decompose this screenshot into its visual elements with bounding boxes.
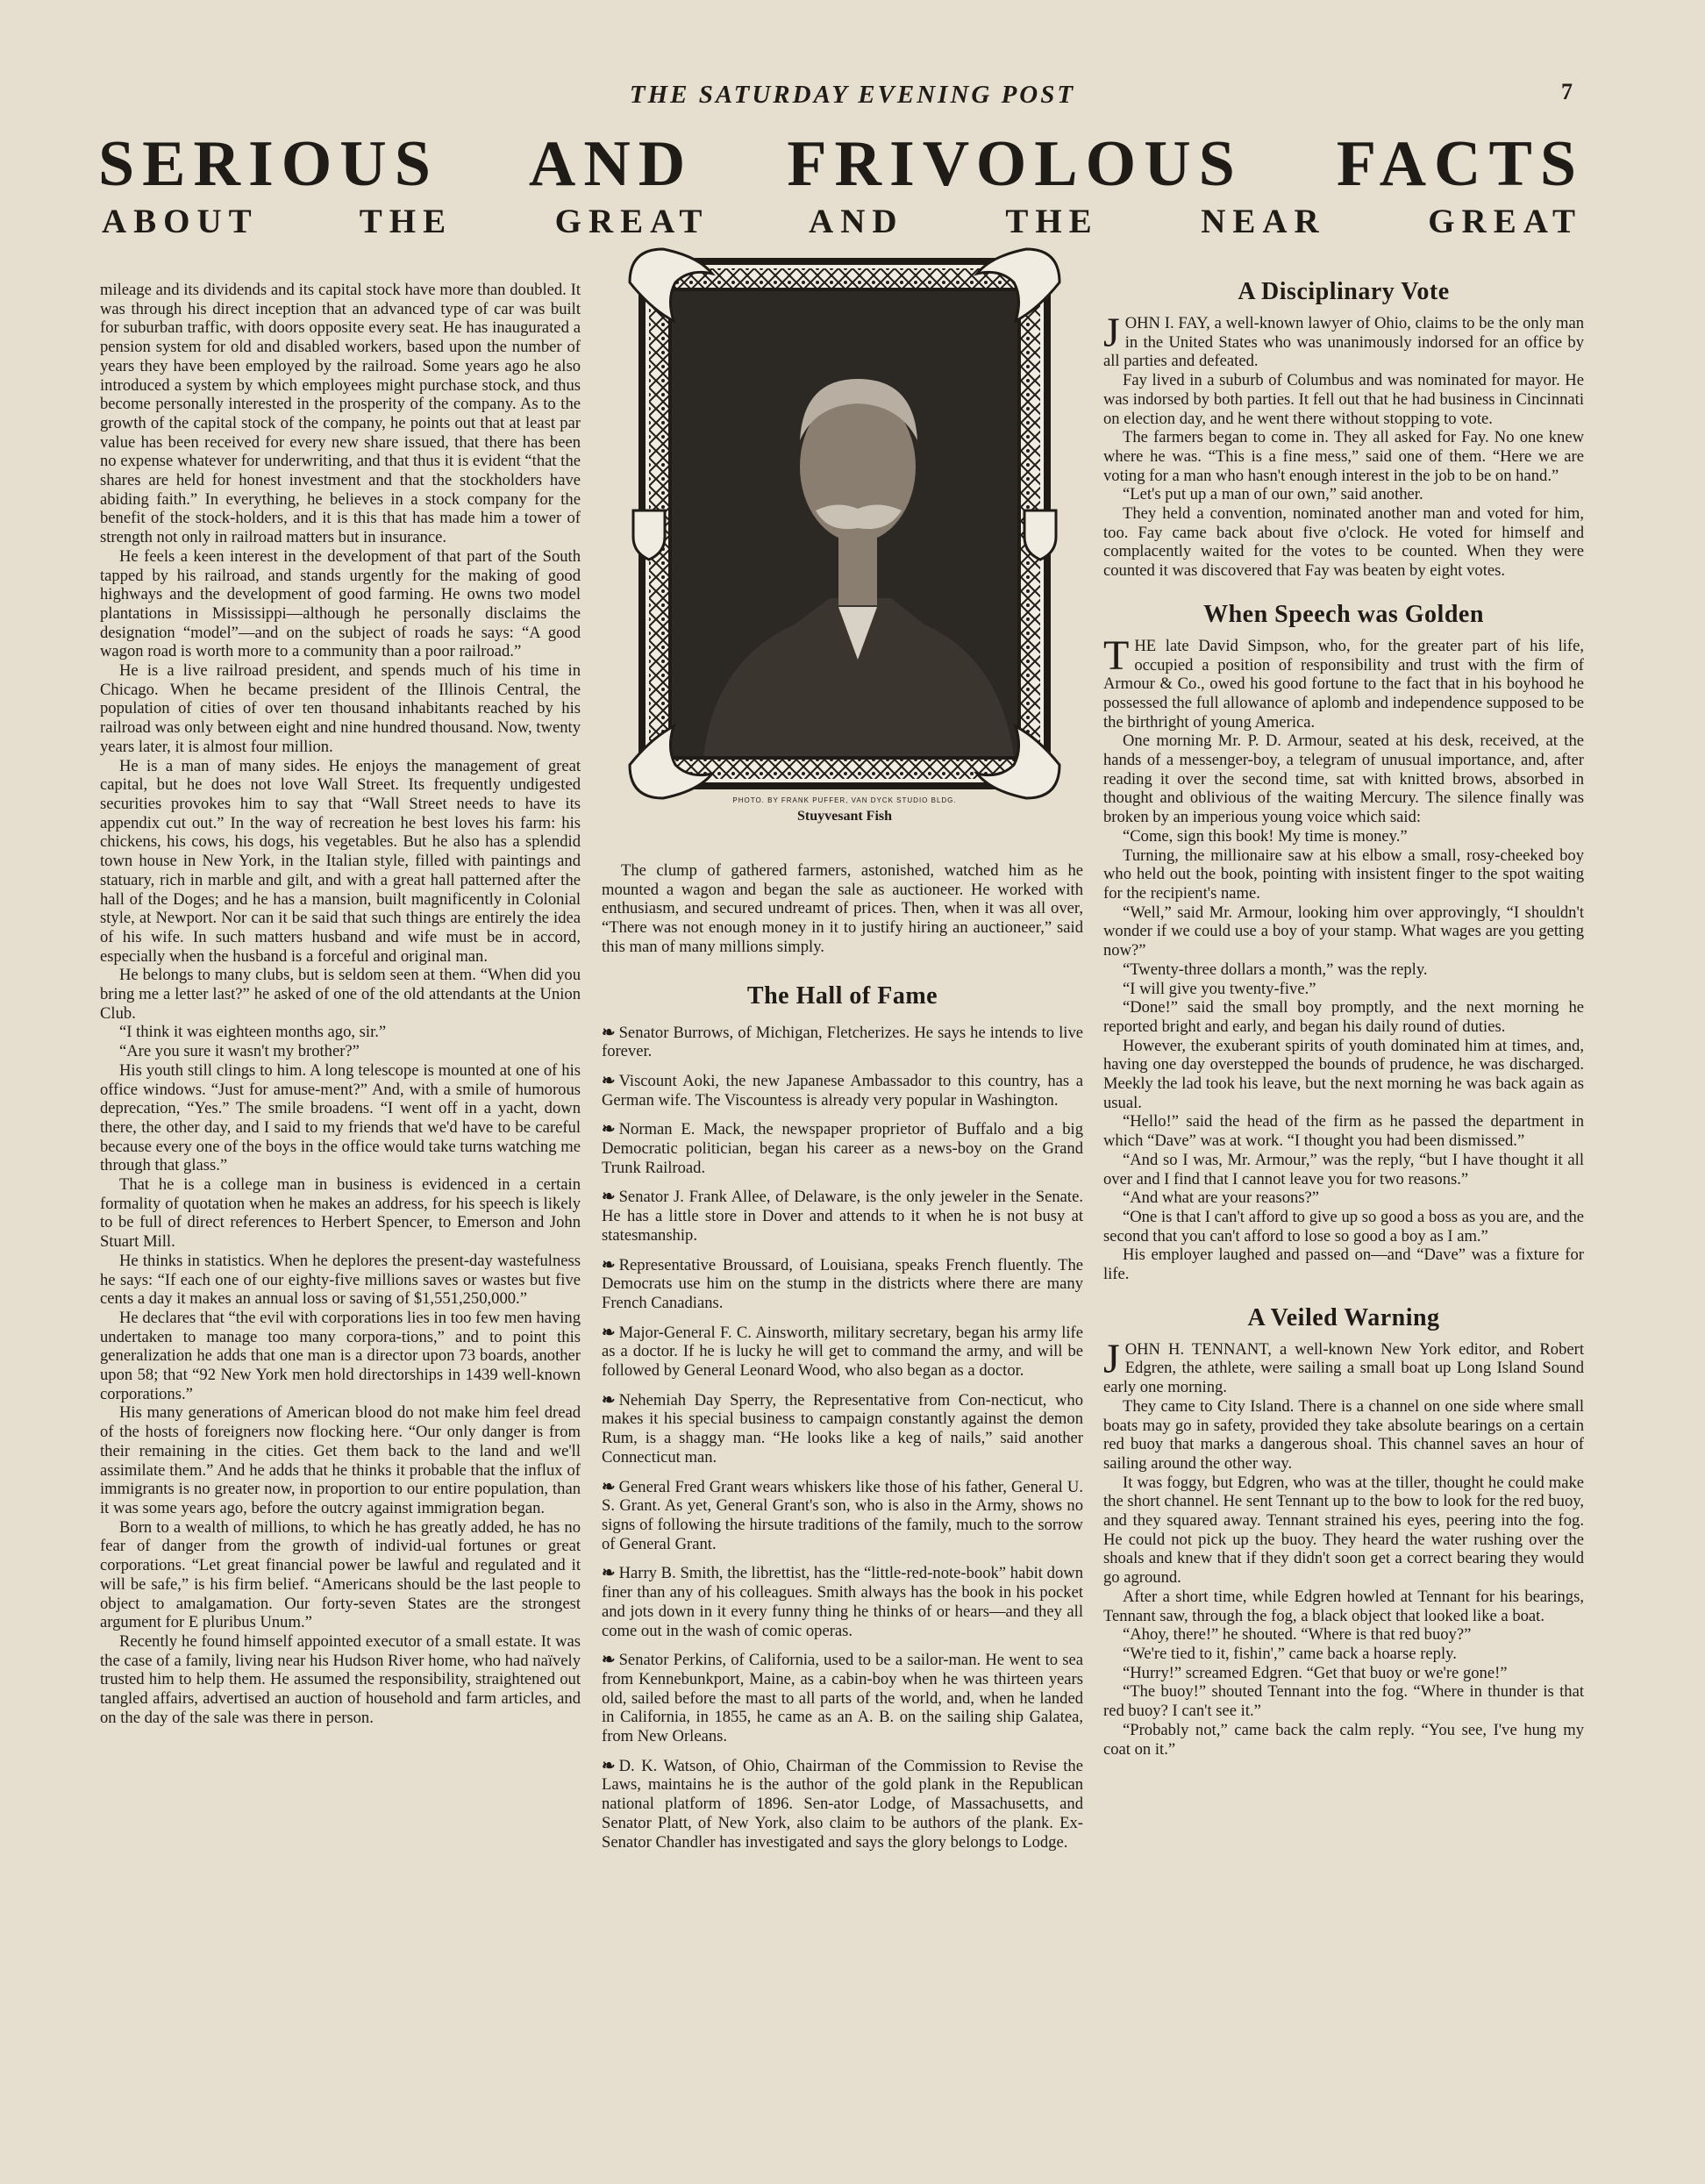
paragraph: Born to a wealth of millions, to which he has greatly added, he has no fear of danger from the growth of individ-ual fortunes or great corporations. “Let great financial power be lawful and regulated and it will be safe,” is his firm belief. “Americans should be the last people to object to amalgamation. Our forty-seven States are the strongest argument for E pluribus Unum.”	[100, 1517, 581, 1632]
pilcrow-icon: ❧	[602, 1477, 616, 1496]
paragraph: It was foggy, but Edgren, who was at the tiller, thought he could make the short channel. He sent Tennant up to the bow to look for the red buoy, and they squared away. Tennant strained his eyes, peering into the fog. He could not pick up the buoy. They heard the water rushing over the shoals and knew that if they didn't soon get a correct bearing they would go aground.	[1103, 1473, 1584, 1588]
headline: SERIOUS AND FRIVOLOUS FACTS	[98, 128, 1584, 200]
paragraph: One morning Mr. P. D. Armour, seated at his desk, received, at the hands of a messenger-boy, a telegram of unusual importance, and, after reading it over the second time, sat with knitted brows, absorbed in thought and oblivious of the waiting Mercury. The silence finally was broken by an imperious young voice which said:	[1103, 732, 1584, 827]
column-2	[602, 861, 1083, 1862]
dropcap: T	[1103, 632, 1130, 679]
paragraph: JOHN I. FAY, a well-known lawyer of Ohio, claims to be the only man in the United States who was unanimously indorsed for an office by all parties and defeated.	[1103, 310, 1584, 371]
paragraph: mileage and its dividends and its capital stock have more than doubled. It was through his direct inception that an advanced type of car was built for suburban traffic, with doors opposite every seat. He has inaugurated a pension system for old and disabled workers, based upon the number of years they have been employed by the railroad. Some years ago he also introduced a system by which employees might purchase stock, and thus become personally interested in the prosperity of the company. As to the growth of the capital stock of the company, he points out that at least par value has been received for every new share issued, that there has been no expense whatever for underwriting, and that thus it is evident “that the shares are held for honest investment and that the stockholders have abiding faith.” In everything, he believes in a stock company for the benefit of the stock-holders, and it is this that has made him a tower of strength not only in railroad matters but in insurance.	[100, 281, 581, 547]
page-number: 7	[1561, 79, 1573, 104]
paragraph: “Let's put up a man of our own,” said another.	[1123, 485, 1423, 504]
pilcrow-icon: ❧	[602, 1071, 616, 1090]
paragraph: They came to City Island. There is a channel on one side where small boats may go in safety, provided they take absolute bearings on a certain red buoy that marks a dangerous shoal. This channel saves an hour of sailing around the other way.	[1103, 1396, 1584, 1473]
portrait-caption: Stuyvesant Fish	[796, 809, 893, 824]
portrait-frame	[628, 247, 1061, 835]
paragraph: Fay lived in a suburb of Columbus and was nominated for mayor. He was indorsed by both parties. It fell out that he had business in Cincinnati on election day, and he went there without stopping to vote.	[1103, 371, 1584, 428]
paragraph: The clump of gathered farmers, astonished, watched him as he mounted a wagon and began the sale as auctioneer. He worked with enthusiasm, and secured undreamt of prices. Then, when it was all over, “There was not enough money in it to justify hiring an auctioneer,” said this man of many millions simply.	[602, 861, 1083, 956]
paragraph: They held a convention, nominated another man and voted for him, too. Fay came back about five o'clock. He voted for himself and complacently waited for the votes to be counted. When they were counted it was discovered that Fay was beaten by eight votes.	[1103, 504, 1584, 581]
paragraph: His employer laughed and passed on—and “Dave” was a fixture for life.	[1103, 1245, 1584, 1284]
paragraph: His many generations of American blood do not make him feel dread of the hosts of foreigners now flocking here. “Our only danger is from their remaining in the cities. Get them back to the land and we'll assimilate them.” And he adds that he thinks it probable that the influx of immigrants is no greater now, in proportion to our entire population, than it was some years ago, before the outcry against immigration began.	[100, 1403, 581, 1517]
list-item: ❧ Senator J. Frank Allee, of Delaware, is the only jeweler in the Senate. He has a little store in Dover and attends to it when he is not busy at statesmanship.	[602, 1188, 1083, 1245]
dropcap: J	[1103, 1335, 1120, 1382]
pilcrow-icon: ❧	[602, 1564, 616, 1583]
pilcrow-icon: ❧	[602, 1188, 616, 1207]
paragraph: “Are you sure it wasn't my brother?”	[119, 1042, 360, 1061]
pilcrow-icon: ❧	[602, 1390, 616, 1410]
paragraph: JOHN H. TENNANT, a well-known New York editor, and Robert Edgren, the athlete, were sailing a small boat up Long Island Sound early one morning.	[1103, 1335, 1584, 1397]
paragraph: He belongs to many clubs, but is seldom seen at them. “When did you bring me a letter last?” he asked of one of the old attendants at the Union Club.	[100, 966, 581, 1023]
section-title-speech-golden: When Speech was Golden	[1203, 600, 1484, 628]
section-title-veiled-warning: A Veiled Warning	[1247, 1303, 1440, 1331]
paragraph: “And what are your reasons?”	[1123, 1188, 1320, 1208]
list-item: ❧ Viscount Aoki, the new Japanese Ambassador to this country, has a German wife. The Viscountess is already very popular in Washington.	[602, 1071, 1083, 1110]
paragraph: “Twenty-three dollars a month,” was the reply.	[1123, 960, 1428, 979]
paragraph: “Done!” said the small boy promptly, and the next morning he reported bright and early, and began his daily round of duties.	[1103, 998, 1584, 1036]
photo-credit: PHOTO. BY FRANK PUFFER, VAN DYCK STUDIO BLDG.	[732, 796, 957, 804]
pilcrow-icon: ❧	[602, 1651, 616, 1670]
paragraph: Recently he found himself appointed executor of a small estate. It was the case of a family, living near his Hudson River home, who had naïvely trusted him to help them. He assumed the responsibility, straightened out tangled affairs, advertised an auction of household and farm articles, and on the day of the sale was there in person.	[100, 1631, 581, 1727]
list-item: ❧ Major-General F. C. Ainsworth, military secretary, began his army life as a doctor. If he is lucky he will get to command the army, and will be followed by General Leonard Wood, who also began as a doctor.	[602, 1323, 1083, 1381]
subheadline: ABOUT THE GREAT AND THE NEAR GREAT	[102, 203, 1582, 240]
column-1	[100, 281, 581, 1727]
pilcrow-icon: ❧	[602, 1120, 616, 1139]
paragraph: His youth still clings to him. A long telescope is mounted at one of his office windows. “Just for amuse-ment?” And, with a smile of humorous deprecation, “Yes.” The smile broadens. “I went off in a yacht, down there, the other day, and I said to my friends that we'd have to be careful because every one of the boys in the office would take turns watching me through that glass.”	[100, 1060, 581, 1175]
paragraph: Turning, the millionaire saw at his elbow a small, rosy-cheeked boy who held out the book, pointing with insistent finger to the spot waiting for the recipient's name.	[1103, 846, 1584, 903]
paragraph: That he is a college man in business is evidenced in a certain formality of quotation when he makes an address, for his speech is likely to be full of direct references to Herbert Spencer, to Emerson and John Stuart Mill.	[100, 1175, 581, 1252]
section-title-disciplinary-vote: A Disciplinary Vote	[1238, 278, 1450, 305]
list-item: ❧ Representative Broussard, of Louisiana, speaks French fluently. The Democrats use him on the stump in the districts where there are many French Canadians.	[602, 1255, 1083, 1312]
dropcap: J	[1103, 310, 1120, 356]
paragraph: He is a man of many sides. He enjoys the management of great capital, but he does not love Wall Street. Its frequently undigested securities provokes him to say that “Wall Street needs to have its appendix cut out.” In the way of recreation he best loves his farm: his chickens, his cows, his dogs, his vegetables. But he also has a splendid town house in New York, in the Italian style, filled with paintings and statuary, rich in marble and gilt, and with a great hall patterned after the hall of the Doges; and he has a mansion, built magnificently in Colonial style, at Newport. Nor can it be said that such things are entirely the idea of his wife. In such matters husband and wife must be in accord, especially when the husband is a forceful and original man.	[100, 756, 581, 966]
running-head: THE SATURDAY EVENING POST	[629, 81, 1076, 109]
paragraph: “The buoy!” shouted Tennant into the fog. “Where in thunder is that red buoy? I can't see it.”	[1103, 1682, 1584, 1721]
pilcrow-icon: ❧	[602, 1023, 616, 1042]
list-item: ❧ Senator Burrows, of Michigan, Fletcherizes. He says he intends to live forever.	[602, 1023, 1083, 1061]
list-item: ❧ Harry B. Smith, the librettist, has the “little-red-note-book” habit down finer than any of his colleagues. Smith always has the book in his pocket and jots down in it every funny thing he thinks of or hears—and they all come out in the wash of comic operas.	[602, 1564, 1083, 1640]
column-3	[1103, 278, 1584, 1759]
paragraph: He is a live railroad president, and spends much of his time in Chicago. When he became president of the Illinois Central, the population of cities of over ten thousand inhabitants reached by his railroad was only between eight and nine hundred thousand. Now, twenty years later, it is almost four million.	[100, 661, 581, 756]
list-item: ❧ Norman E. Mack, the newspaper proprietor of Buffalo and a big Democratic politician, began his career as a news-boy on the Grand Trunk Railroad.	[602, 1120, 1083, 1177]
list-item: ❧ Nehemiah Day Sperry, the Representative from Con-necticut, who makes it his special business to campaign constantly against the demon Rum, is a shaggy man. “He looks like a keg of nails,” said another Connecticut man.	[602, 1390, 1083, 1467]
paragraph: “Hello!” said the head of the firm as he passed the department in which “Dave” was at work. “I thought you had been dismissed.”	[1103, 1112, 1584, 1151]
paragraph: He declares that “the evil with corporations lies in too few men having undertaken to manage too many corpora-tions,” and to point this generalization he adds that one man is a director upon 73 boards, another upon 58; that “92 New York men hold directorships in 1439 well-known corporations.”	[100, 1308, 581, 1403]
paragraph: “Probably not,” came back the calm reply. “You see, I've hung my coat on it.”	[1103, 1720, 1584, 1759]
list-item: ❧ General Fred Grant wears whiskers like those of his father, General U. S. Grant. As yet, General Grant's son, who is also in the Army, shows no signs of following the hirsute traditions of the family, much to the sorrow of General Grant.	[602, 1477, 1083, 1553]
section-title-hall-of-fame: The Hall of Fame	[746, 981, 938, 1010]
list-item: ❧ D. K. Watson, of Ohio, Chairman of the Commission to Revise the Laws, maintains he is the author of the gold plank in the Republican national platform of 1896. Sen-ator Lodge, of Massachusetts, and Senator Platt, of New York, also claim to be authors of the plank. Ex-Senator Chandler has investigated and says the glory belongs to Lodge.	[602, 1756, 1083, 1852]
list-item: ❧ Senator Perkins, of California, used to be a sailor-man. He went to sea from Kennebunkport, Maine, as a cabin-boy when he was thirteen years old, sailed before the mast to all parts of the world, and, when he landed in California, in 1855, he came as an A. B. on the sailing ship Galatea, from New Orleans.	[602, 1651, 1083, 1746]
paragraph: THE late David Simpson, who, for the greater part of his life, occupied a position of responsibility and trust with the firm of Armour & Co., owed his good fortune to the fact that in his boyhood he possessed the full allowance of aplomb and independence supposed to be the birthright of young America.	[1103, 632, 1584, 732]
paragraph: After a short time, while Edgren howled at Tennant for his bearings, Tennant saw, through the fog, a black object that looked like a boat.	[1103, 1587, 1584, 1625]
ornamental-frame-icon	[628, 247, 1061, 800]
pilcrow-icon: ❧	[602, 1323, 616, 1342]
paragraph: “Come, sign this book! My time is money.”	[1123, 826, 1408, 846]
pilcrow-icon: ❧	[602, 1255, 616, 1274]
paragraph: He feels a keen interest in the development of that part of the South tapped by his railroad, and stands urgently for the making of good highways and the development of good farming. He owns two model plantations in Mississippi—although he personally disclaims the designation “model”—and on the subject of roads he says: “A good wagon road is worth more to a community than a poor railroad.”	[100, 546, 581, 661]
paragraph: “One is that I can't afford to give up so good a boss as you are, and the second that you can't afford to lose so good a boy as I am.”	[1103, 1207, 1584, 1245]
paragraph: “Well,” said Mr. Armour, looking him over approvingly, “I shouldn't wonder if we could use a boy of your stamp. What wages are you getting now?”	[1103, 903, 1584, 960]
hall-of-fame-list	[602, 1024, 1083, 1852]
paragraph: The farmers began to come in. They all asked for Fay. No one knew where he was. “This is a fine mess,” said one of them. “Here we are voting for a man who hasn't enough interest in the job to be on hand.”	[1103, 428, 1584, 485]
paragraph: He thinks in statistics. When he deplores the present-day wastefulness he says: “If each one of our eighty-five millions saves or wastes but five cents a day it makes an annual loss or saving of $1,551,250,000.”	[100, 1251, 581, 1309]
paragraph: “And so I was, Mr. Armour,” was the reply, “but I have thought it all over and I find that I cannot leave you for two reasons.”	[1103, 1150, 1584, 1188]
paragraph: However, the exuberant spirits of youth dominated him at times, and, having one day overstepped the bounds of prudence, he was discharged. Meekly the lad took his leave, but the next morning he was back again as usual.	[1103, 1036, 1584, 1112]
paragraph: “Ahoy, there!” he shouted. “Where is that red buoy?”	[1123, 1625, 1472, 1645]
paragraph: “We're tied to it, fishin',” came back a hoarse reply.	[1123, 1645, 1457, 1663]
paragraph: “I will give you twenty-five.”	[1123, 979, 1316, 998]
pilcrow-icon: ❧	[602, 1756, 616, 1775]
paragraph: “I think it was eighteen months ago, sir.”	[119, 1023, 387, 1042]
paragraph: “Hurry!” screamed Edgren. “Get that buoy or we're gone!”	[1123, 1663, 1508, 1682]
